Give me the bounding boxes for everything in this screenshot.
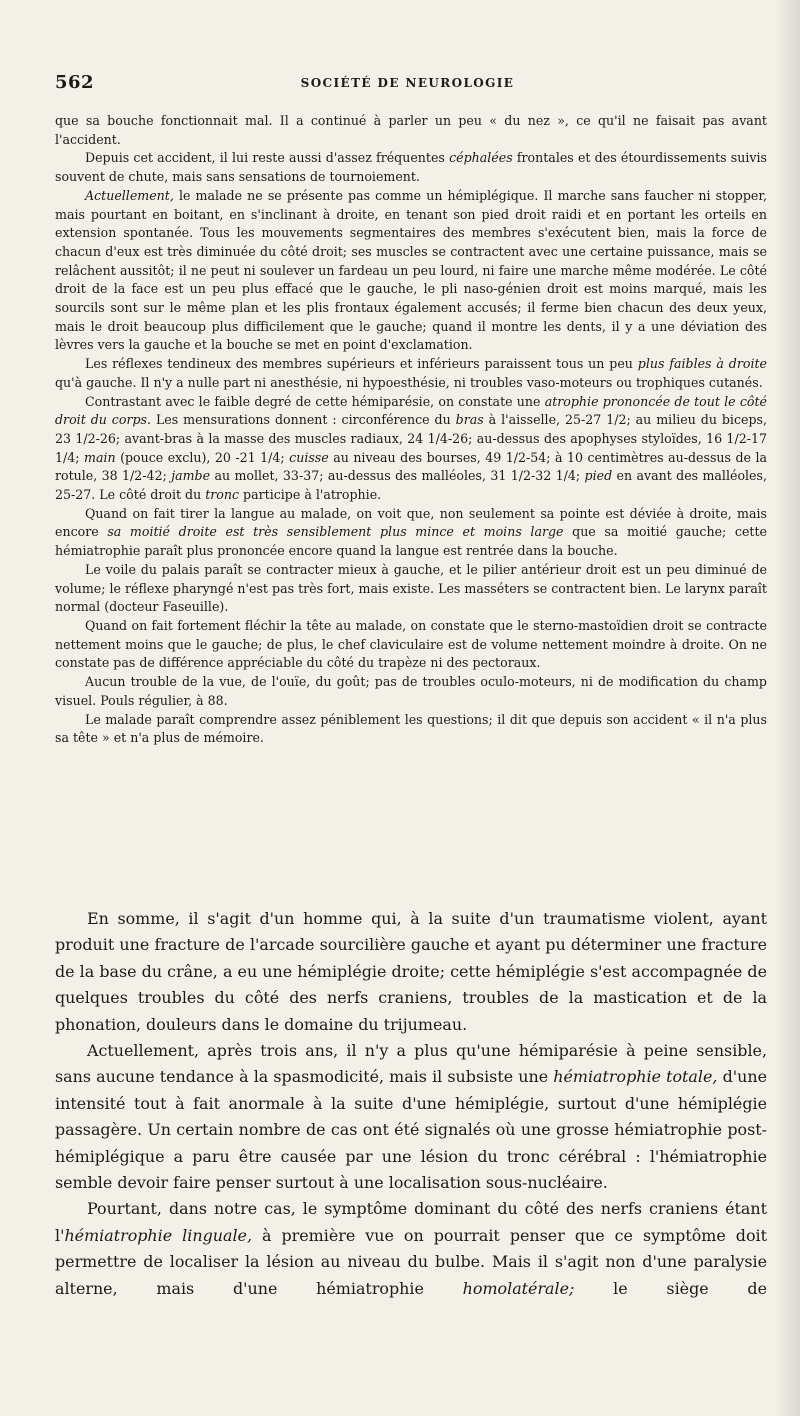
text-run: Quand on fait tirer la langue au malade, on voit que, non seulement sa pointe est déviée à droite, mais encore — [55, 505, 767, 540]
paragraph — [55, 617, 767, 673]
paragraph — [55, 711, 767, 748]
italic-text: hémiatrophie linguale, — [64, 1225, 252, 1245]
italic-text: pied — [584, 468, 613, 484]
text-run: En somme, il s'agit d'un homme qui, à la suite d'un traumatisme violent, ayant produit une fracture de l'arcade sourcilière gauche et ayant pu déterminer une fracture de la base du crâne, a eu une hémiplégie droite; cette hémiplégie s'est accompagnée de quelques troubles du côté des nerfs craniens, troubles de la mastication et de la phonation, douleurs dans le domaine du trijumeau. — [55, 909, 767, 1034]
text-run: d'une intensité tout à fait anormale à la suite d'une hémiplégie, surtout d'une hémiplégie passagère. Un certain nombre de cas ont été signalés où une grosse hémiatrophie post-hémiplégique a paru être causée par une lésion du tronc cérébral : l'hémiatrophie semble devoir faire penser surtout à une localisation sous-nucléaire. — [55, 1067, 767, 1193]
text-run: frontales et des étourdissements suivis souvent de chute, mais sans sensations de tournoiement. — [55, 150, 767, 185]
page-edge-shadow — [774, 0, 800, 1416]
running-title: SOCIÉTÉ DE NEUROLOGIE — [300, 76, 515, 90]
text-run: le malade ne se présente pas comme un hémiplégique. Il marche sans faucher ni stopper, mais pourtant en boitant, en s'inclinant à droite, en tenant son pied droit raidi et en portant les orteils en extension spontanée. Tous les mouvements segmentaires des membres s'exécutent bien, mais la force de chacun d'eux est très diminuée du côté droit; ses muscles se contractent avec une certaine puissance, mais se relâchent aussitôt; il ne peut ni soulever un fardeau un peu lourd, ni faire une marche même modérée. Le côté droit de la face est un peu plus effacé que le gauche, le pli naso-génien droit est moins marqué, mais les sourcils sont sur le même plan et les plis frontaux également accusés; il ferme bien chacun des deux yeux, mais le droit beaucoup plus difficilement que le gauche; quand il montre les dents, il y a une déviation des lèvres vers la gauche et la bouche se met en point d'exclamation. — [55, 187, 767, 353]
page-number: 562 — [55, 72, 95, 93]
italic-text: jambe — [171, 468, 211, 484]
text-run: le siège de — [574, 1278, 768, 1298]
text-run: Quand on fait fortement fléchir la tête au malade, on constate que le sterno-mastoïdien droit se contracte nettement moins que le gauche; de plus, le chef claviculaire est de volume nettement moindre à droite. On ne constate pas de différence appréciable du côté du trapèze ni des pectoraux. — [55, 617, 767, 671]
paragraph — [55, 673, 767, 710]
text-run: Pourtant, dans notre cas, le symptôme dominant du côté des nerfs craniens étant l' — [55, 1199, 767, 1245]
italic-text: céphalées — [449, 150, 513, 166]
text-run: au niveau des bourses, 49 1/2-54; à 10 centimètres au-dessus de la rotule, 38 1/2-42; — [55, 449, 767, 484]
text-run: (pouce exclu), 20 -21 1/4; — [115, 449, 290, 465]
italic-text: plus faibles à droite — [637, 356, 767, 372]
italic-text: hémiatrophie totale, — [553, 1067, 718, 1087]
text-run: Les mensurations donnent : circonférence du — [151, 412, 456, 428]
text-run: en avant des malléoles, 25-27. Le côté droit du — [55, 468, 767, 503]
italic-text: atrophie prononcée de tout le côté droit du corps. — [55, 393, 767, 428]
text-run: au mollet, 33-37; au-dessus des malléoles, 31 1/2-32 1/4; — [210, 468, 585, 484]
case-report-text — [55, 112, 767, 748]
paragraph — [55, 1196, 767, 1302]
text-run: Depuis cet accident, il lui reste aussi d'assez fréquentes — [85, 150, 450, 166]
text-run: que sa bouche fonctionnait mal. Il a continué à parler un peu « du nez », ce qu'il ne faisait pas avant l'accident. — [55, 113, 767, 147]
text-run: Le malade paraît comprendre assez péniblement les questions; il dit que depuis son accident « il n'a plus sa tête » et n'a plus de mémoire. — [55, 711, 767, 746]
text-run: Aucun trouble de la vue, de l'ouïe, du goût; pas de troubles oculo-moteurs, ni de modification du champ visuel. Pouls régulier, à 88. — [55, 674, 767, 708]
italic-text: cuisse — [289, 449, 329, 465]
paragraph — [55, 505, 767, 561]
italic-text: tronc — [205, 487, 240, 503]
paragraph — [55, 561, 767, 617]
italic-text: Actuellement, — [85, 187, 174, 203]
italic-text: main — [84, 449, 116, 465]
paragraph — [55, 1038, 767, 1196]
italic-text: sa moitié droite est très sensiblement plus mince et moins large — [107, 524, 564, 540]
italic-text: bras — [455, 412, 484, 428]
text-run: à première vue on pourrait penser que ce symptôme doit permettre de localiser la lésion au niveau du bulbe. Mais il s'agit non d'une paralysie alterne, mais d'une hémiatrophie — [55, 1225, 767, 1298]
page-header — [55, 72, 760, 96]
text-run: Le voile du palais paraît se contracter mieux à gauche, et le pilier antérieur droit est un peu diminué de volume; le réflexe pharyngé n'est pas très fort, mais existe. Les masséters se contractent bien. Le larynx paraît normal (docteur Faseuille). — [55, 561, 767, 615]
text-run: Contrastant avec le faible degré de cette hémiparésie, on constate une — [85, 393, 545, 409]
text-run: Les réflexes tendineux des membres supérieurs et inférieurs paraissent tous un peu — [85, 356, 638, 372]
text-run: Actuellement, après trois ans, il n'y a plus qu'une hémiparésie à peine sensible, sans aucune tendance à la spasmodicité, mais il subsiste une — [55, 1041, 767, 1087]
paragraph — [55, 187, 767, 355]
paragraph — [55, 355, 767, 392]
text-run: qu'à gauche. Il n'y a nulle part ni anesthésie, ni hypoesthésie, ni troubles vaso-moteurs ou trophiques cutanés. — [55, 374, 763, 390]
text-run: que sa moitié gauche; cette hémiatrophie paraît plus prononcée encore quand la langue est rentrée dans la bouche. — [55, 524, 767, 559]
paragraph — [55, 906, 767, 1038]
text-run: participe à l'atrophie. — [239, 487, 382, 503]
discussion-text — [55, 906, 767, 1302]
text-run: à l'aisselle, 25-27 1/2; au milieu du biceps, 23 1/2-26; avant-bras à la masse des muscles radiaux, 24 1/4-26; au-dessus des apophyses styloïdes, 16 1/2-17 1/4; — [55, 412, 767, 465]
paragraph — [55, 149, 767, 186]
paragraph — [55, 112, 767, 149]
paragraph — [55, 393, 767, 505]
italic-text: homolatérale; — [462, 1278, 575, 1298]
